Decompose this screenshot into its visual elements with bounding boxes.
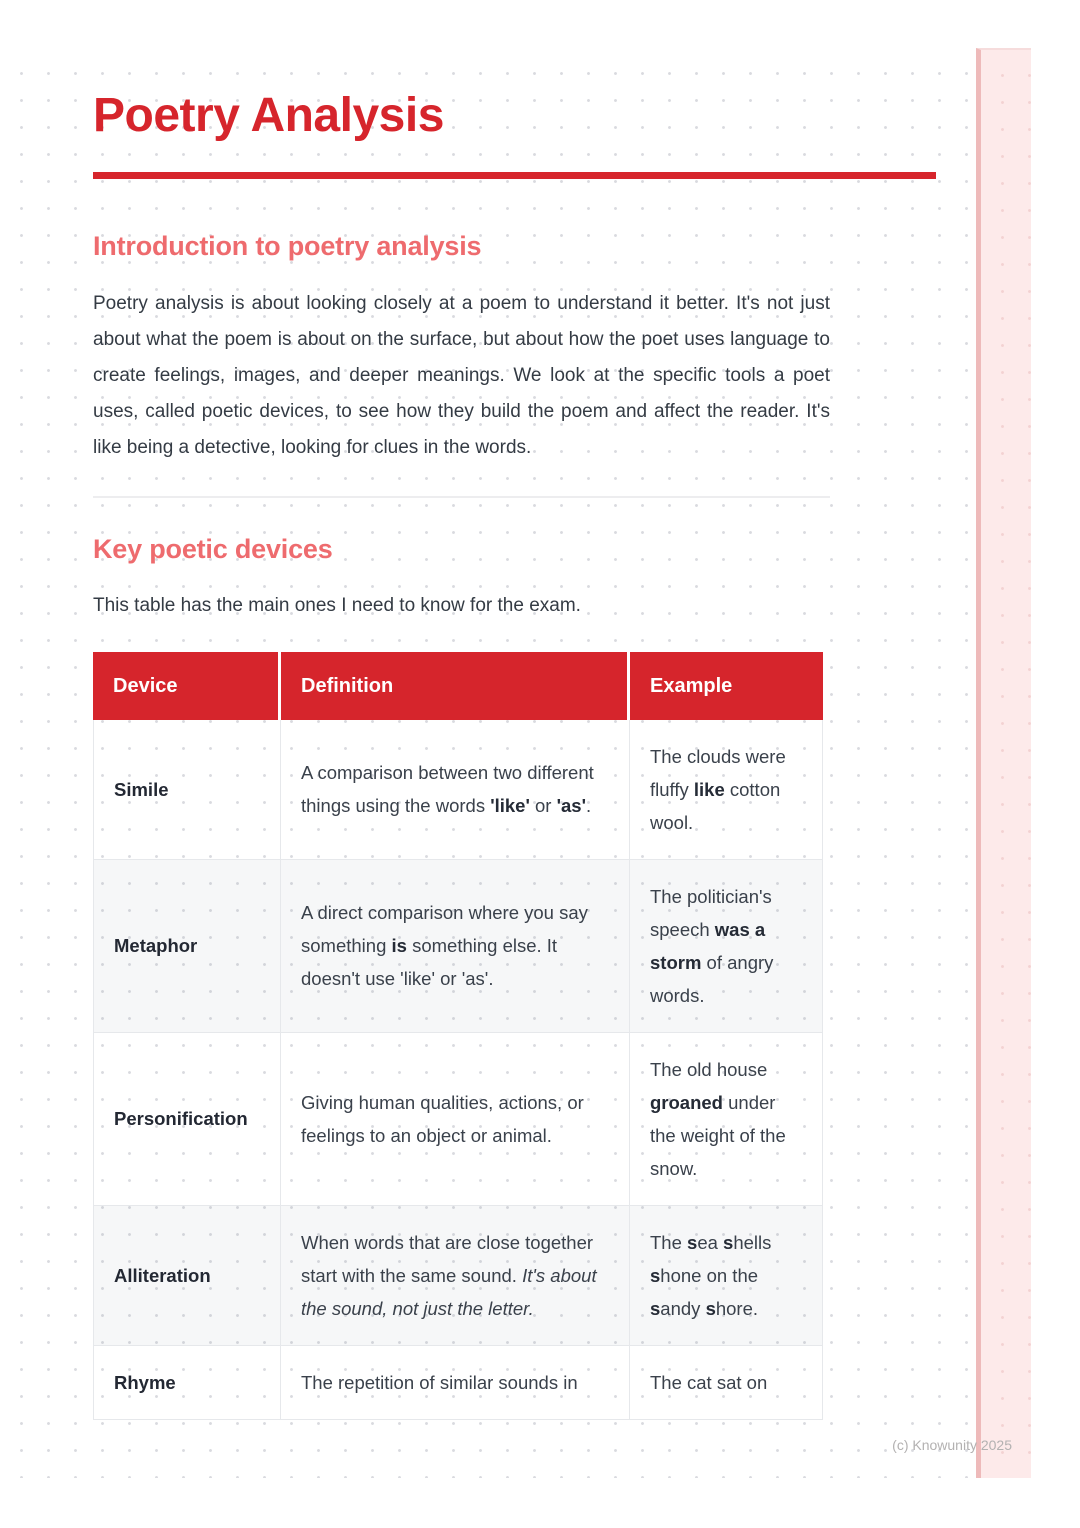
document-page — [0, 48, 1031, 1478]
intro-paragraph: Poetry analysis is about looking closely at a poem to understand it better. It's not just about what the poem is about on the surface, but about how the poet uses language to create feelings, images, and deeper meanings. We look at the specific tools a poet uses, called poetic devices, to see how they build the poem and affect the reader. It's like being a detective, looking for clues in the words. — [93, 292, 830, 458]
cell-example: The cat sat on — [630, 1346, 823, 1420]
section-divider — [93, 496, 830, 498]
page-margin-stripe — [976, 48, 1031, 1478]
cell-example: The sea shells shone on the sandy shore. — [630, 1206, 823, 1346]
table-header-row — [93, 652, 823, 720]
cell-device: Simile — [93, 720, 281, 860]
cell-device: Metaphor — [93, 860, 281, 1033]
section-heading-devices: Key poetic devices — [93, 533, 333, 564]
cell-definition: A comparison between two different things using the words 'like' or 'as'. — [281, 720, 630, 860]
table-row-simile — [93, 720, 823, 860]
title-underline — [93, 172, 936, 179]
cell-example: The old house groaned under the weight of the snow. — [630, 1033, 823, 1206]
cell-example: The clouds were fluffy like cotton wool. — [630, 720, 823, 860]
cell-definition: A direct comparison where you say something is something else. It doesn't use 'like' or 'as'. — [281, 860, 630, 1033]
header-cell-definition: Definition — [281, 652, 630, 720]
table-row-personification — [93, 1033, 823, 1206]
cell-definition: Giving human qualities, actions, or feelings to an object or animal. — [281, 1033, 630, 1206]
header-cell-device: Device — [93, 652, 281, 720]
section-heading-intro: Introduction to poetry analysis — [93, 230, 482, 261]
cell-device: Personification — [93, 1033, 281, 1206]
cell-definition: When words that are close together start with the same sound. It's about the sound, not just the letter. — [281, 1206, 630, 1346]
cell-device: Rhyme — [93, 1346, 281, 1420]
table-row-rhyme — [93, 1346, 823, 1420]
poetic-devices-table — [93, 652, 823, 1420]
cell-definition: The repetition of similar sounds in — [281, 1346, 630, 1420]
page-title: Poetry Analysis — [93, 89, 444, 142]
table-row-metaphor — [93, 860, 823, 1033]
page-content — [93, 48, 830, 1420]
table-row-alliteration — [93, 1206, 823, 1346]
cell-example: The politician's speech was a storm of angry words. — [630, 860, 823, 1033]
copyright-watermark: (c) Knowunity 2025 — [892, 1437, 1012, 1453]
header-cell-example: Example — [630, 652, 823, 720]
table-intro-text: This table has the main ones I need to know for the exam. — [93, 594, 581, 616]
cell-device: Alliteration — [93, 1206, 281, 1346]
